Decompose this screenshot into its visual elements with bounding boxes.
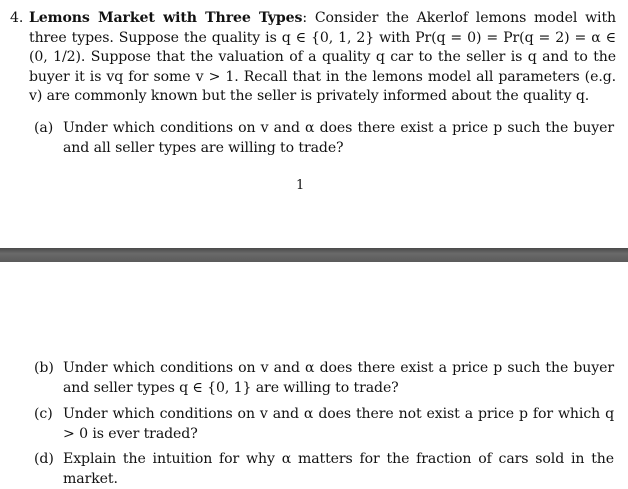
page-number: 1 [296,178,305,193]
part-text: Under which conditions on v and α does there exist a price p such the buyer and seller types q ∈ {0, 1} are willing to trade? [63,360,614,396]
question-number: 4. [10,10,24,26]
page-bottom [0,262,628,487]
part-text: Under which conditions on v and α does there not exist a price p for which q > 0 is ever traded? [63,406,614,442]
part-a [34,119,614,158]
part-label: (b) [34,360,54,376]
part-d [34,450,614,489]
question-header [10,9,616,107]
part-c [34,405,614,444]
question-intro-1: : Consider the Akerlof lemons model with three types. Suppose the quality is q ∈ {0, 1, 2} with Pr(q = 0) = Pr(q = 2) = α ∈ (0, 1/2). [29,10,616,65]
question-title: Lemons Market with Three Types [29,10,303,26]
part-label: (c) [34,406,53,422]
part-label: (a) [34,120,54,136]
question-body [29,9,616,107]
part-text: Explain the intuition for why α matters for the fraction of cars sold in the market. [63,451,614,487]
question-intro-2: Suppose that the valuation of a quality q car to the seller is q and to the buyer it is vq for some v > 1. Recall that in the lemons model all parameters (e.g. v) are commonly known but the seller is privately informed about the quality q. [29,49,617,104]
page-separator [0,248,628,262]
part-text: Under which conditions on v and α does there exist a price p such the buyer and all seller types are willing to trade? [63,120,614,156]
part-b [34,359,614,398]
part-label: (d) [34,451,54,467]
